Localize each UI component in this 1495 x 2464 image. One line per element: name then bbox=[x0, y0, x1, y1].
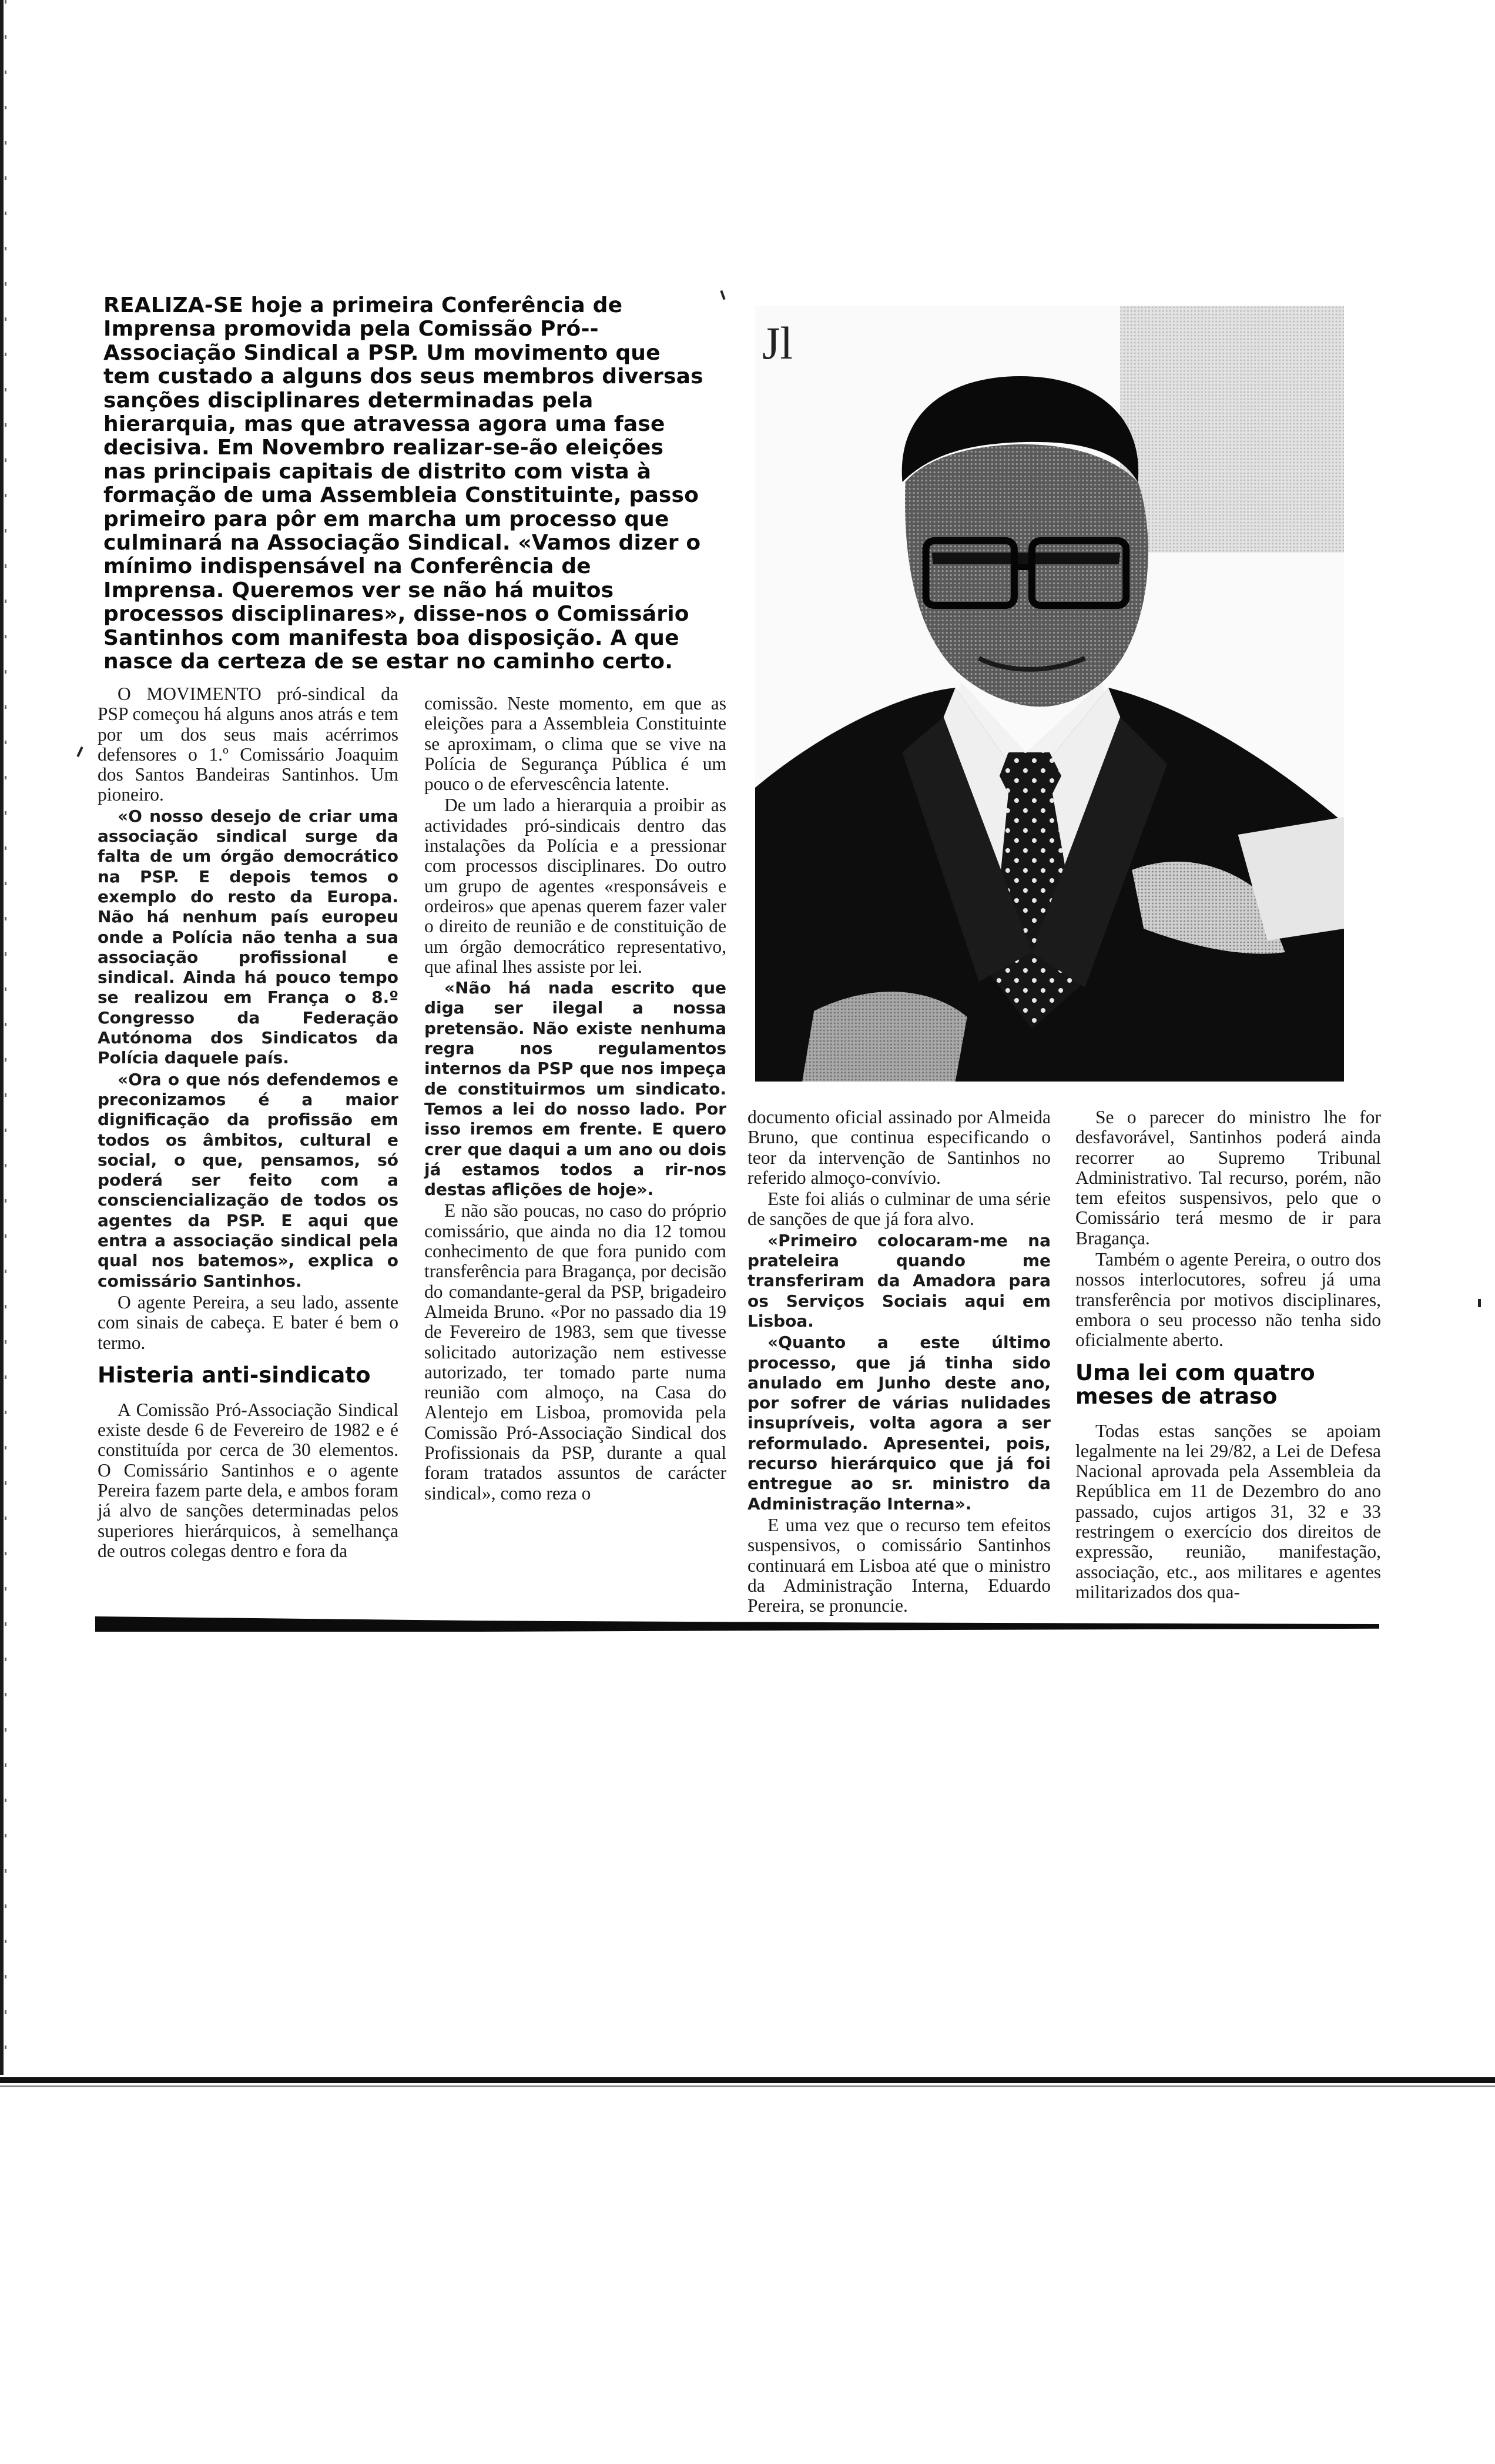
paragraph: E uma vez que o recurso tem efeitos suspensivos, o comissário Santinhos continuará em Lisboa até que o ministro da Administração Interna, Eduardo Pereira, se pronuncie. bbox=[748, 1514, 1051, 1616]
paragraph: De um lado a hierarquia a proibir as actividades pró-sindicais dentro das instalações da Polícia e a pressionar com processos disciplinares. Do outro um grupo de agentes «responsáveis e ordeiros» que apenas querem fazer valer o direito de reunião e de constituição de um órgão democrático representativo, que afinal lhes assiste por lei. bbox=[424, 795, 726, 977]
paragraph: comissão. Neste momento, em que as eleições para a Assembleia Constituinte se aproximam, o clima que se vive na Polícia de Segurança Pública é um pouco o de efervescência latente. bbox=[424, 693, 726, 795]
subheading: Histeria anti-sindicato bbox=[98, 1362, 371, 1388]
paragraph: O agente Pereira, a seu lado, assente com sinais de cabeça. E bater é bem o termo. bbox=[98, 1291, 398, 1353]
paragraph: documento oficial assinado por Almeida Bruno, que continua especificando o teor da intervenção de Santinhos no referido almoço-convívio. bbox=[748, 1107, 1051, 1188]
quote-paragraph: «Não há nada escrito que diga ser ilegal a nossa pretensão. Não existe nenhuma regra nos regulamentos internos da PSP que nos impeça de constituirmos um sindicato. Temos a lei do nosso lado. Por isso iremos em frente. E quero crer que daqui a um ano ou dois já estamos todos a rir-nos destas aflições de hoje». bbox=[424, 978, 726, 1200]
scan-speck bbox=[1478, 1299, 1481, 1307]
quote-paragraph: «Primeiro colocaram-me na prateleira quando me transferiram da Amadora para os Serviços Sociais aqui em Lisboa. bbox=[748, 1230, 1051, 1331]
quote-paragraph: «Quanto a este último processo, que já tinha sido anulado em Junho deste ano, por sofrer de várias nulidades insupríveis, volta agora a ser reformulado. Apresentei, pois, recurso hierárquico que já foi entregue ao sr. ministro da Administração Interna». bbox=[748, 1333, 1051, 1514]
scan-speck bbox=[720, 290, 725, 300]
paragraph: O MOVIMENTO pró-sindical da PSP começou há alguns anos atrás e tem por um dos seus mais acérrimos defensores o 1.º Comissário Joaquim dos Santos Bandeiras Santinhos. Um pioneiro. bbox=[98, 684, 398, 805]
scan-edge bbox=[0, 0, 4, 2075]
divider-rule bbox=[95, 1616, 1379, 1632]
subheading: Uma lei com quatro meses de atraso bbox=[1075, 1360, 1315, 1409]
quote-paragraph: «O nosso desejo de criar uma associação sindical surge da falta de um órgão democrático na PSP. E depois temos o exemplo do resto da Europa. Não há nenhum país europeu onde a Polícia não tenha a sua associação profissional e sindical. Ainda há pouco tempo se realizou em França o 8.º Congresso da Federação Autónoma dos Sindicatos da Polícia daquele país. bbox=[98, 806, 398, 1068]
paragraph: A Comissão Pró-Associação Sindical existe desde 6 de Fevereiro de 1982 e é constituída por cerca de 30 elementos. O Comissário Santinhos e o agente Pereira fazem parte dela, e ambos foram já alvo de sanções determinadas pelos superiores hierárquicos, à semelhança de outros colegas dentro e fora da bbox=[98, 1399, 398, 1561]
photo-corner-text: Jl bbox=[762, 317, 793, 369]
article-column-2 bbox=[424, 694, 726, 1505]
portrait-image bbox=[755, 306, 1344, 1082]
paragraph: Também o agente Pereira, o outro dos nossos interlocutores, sofreu já uma transferência por motivos disciplinares, embora o seu processo não tenha sido oficialmente aberto. bbox=[1075, 1249, 1381, 1351]
article-column-1 bbox=[98, 684, 398, 1562]
paragraph: Este foi aliás o culminar de uma série de sanções de que já fora alvo. bbox=[748, 1189, 1051, 1230]
article-column-4 bbox=[1075, 1107, 1381, 1603]
quote-paragraph: «Ora o que nós defendemos e preconizamos é a maior dignificação da profissão em todos os âmbitos, cultural e social, o que, pensamos, só poderá ser feito com a consciencialização de todos os agentes da PSP. E aqui que entra a associação sindical pela qual nos batemos», explica o comissário Santinhos. bbox=[98, 1069, 398, 1291]
scan-speck bbox=[76, 746, 83, 757]
paragraph: Se o parecer do ministro lhe for desfavorável, Santinhos poderá ainda recorrer ao Supremo Tribunal Administrativo. Tal recurso, porém, não tem efeitos suspensivos, pelo que o Comissário terá mesmo de ir para Bragança. bbox=[1075, 1107, 1381, 1248]
scan-perforation bbox=[5, 0, 6, 2075]
paragraph: E não são poucas, no caso do próprio comissário, que ainda no dia 12 tomou conhecimento de que fora punido com transferência para Bragança, por decisão do comandante-geral da PSP, brigadeiro Almeida Bruno. «Por no passado dia 19 de Fevereiro de 1983, sem que tivesse solicitado autorização nem estivesse autorizado, ter tomado parte numa reunião com almoço, na Casa do Alentejo em Lisboa, promovida pela Comissão Pró-Associação Sindical dos Profissionais da PSP, durante a qual foram tratados assuntos de carácter sindical», como reza o bbox=[424, 1200, 726, 1504]
paragraph: Todas estas sanções se apoiam legalmente na lei 29/82, a Lei de Defesa Nacional aprovada pela Assembleia da República em 11 de Dezembro do ano passado, cujos artigos 31, 32 e 33 restringem o exercício dos direitos de expressão, reunião, manifestação, associação, etc., aos militares e agentes militarizados dos qua- bbox=[1075, 1420, 1381, 1602]
scan-fold-line bbox=[0, 2085, 1495, 2087]
lead-paragraph: REALIZA-SE hoje a primeira Conferência de Imprensa promovida pela Comissão Pró--Associação Sindical a PSP. Um movimento que tem custado a alguns dos seus membros diversas sanções disciplinares determinadas pela hierarquia, mas que atravessa agora uma fase decisiva. Em Novembro realizar-se-ão eleições nas principais capitais de distrito com vista à formação de uma Assembleia Constituinte, passo primeiro para pôr em marcha um processo que culminará na Associação Sindical. «Vamos dizer o mínimo indispensável na Conferência de Imprensa. Queremos ver se não há muitos processos disciplinares», disse-nos o Comissário Santinhos com manifesta boa disposição. A que nasce da certeza de se estar no caminho certo. bbox=[103, 293, 703, 674]
portrait-photo bbox=[755, 306, 1344, 1082]
scan-fold-line bbox=[0, 2077, 1495, 2083]
article-column-3 bbox=[748, 1107, 1051, 1617]
